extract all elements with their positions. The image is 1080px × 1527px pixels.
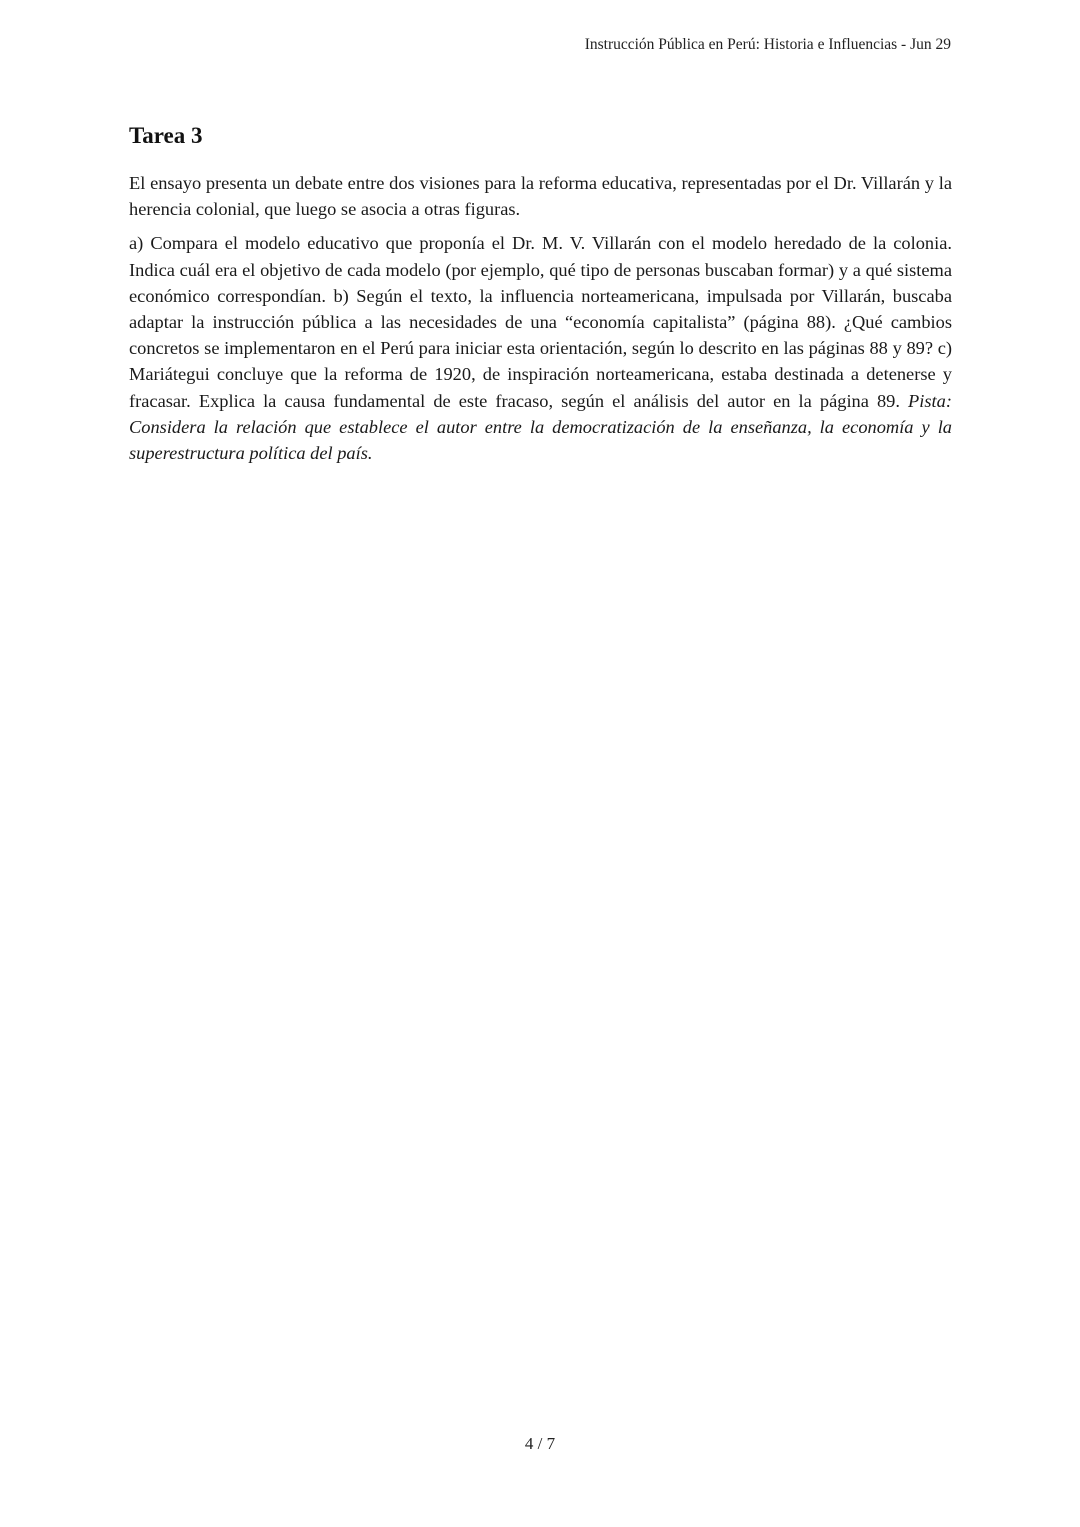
page-number: 4 / 7	[524, 1434, 556, 1453]
questions-text: a) Compara el modelo educativo que proponía el Dr. M. V. Villarán con el modelo heredado de la colonia. Indica cuál era el objetivo de cada modelo (por ejemplo, qué tipo de personas buscaban formar) y a qué sistema económico correspondían. b) Según el texto, la influencia norteamericana, impulsada por Villarán, buscaba adaptar la instrucción pública a las necesidades de una “economía capitalista” (página 88). ¿Qué cambios concretos se implementaron en el Perú para iniciar esta orientación, según lo descrito en las páginas 88 y 89? c) Mariátegui concluye que la reforma de 1920, de inspiración norteamericana, estaba destinada a detenerse y fracasar. Explica la causa fundamental de este fracaso, según el análisis del autor en la página 89.	[129, 233, 952, 411]
section-title: Tarea 3	[129, 123, 203, 148]
intro-paragraph: El ensayo presenta un debate entre dos visiones para la reforma educativa, representadas por el Dr. Villarán y la herencia colonial, que luego se asocia a otras figuras.	[129, 173, 952, 220]
page-content	[129, 120, 952, 474]
hint-text: Pista: Considera la relación que establece el autor entre la democratización de la enseñanza, la economía y la superestructura política del país.	[129, 390, 952, 464]
running-header: Instrucción Pública en Perú: Historia e Influencias - Jun 29	[584, 36, 951, 53]
questions-paragraph	[129, 230, 952, 466]
